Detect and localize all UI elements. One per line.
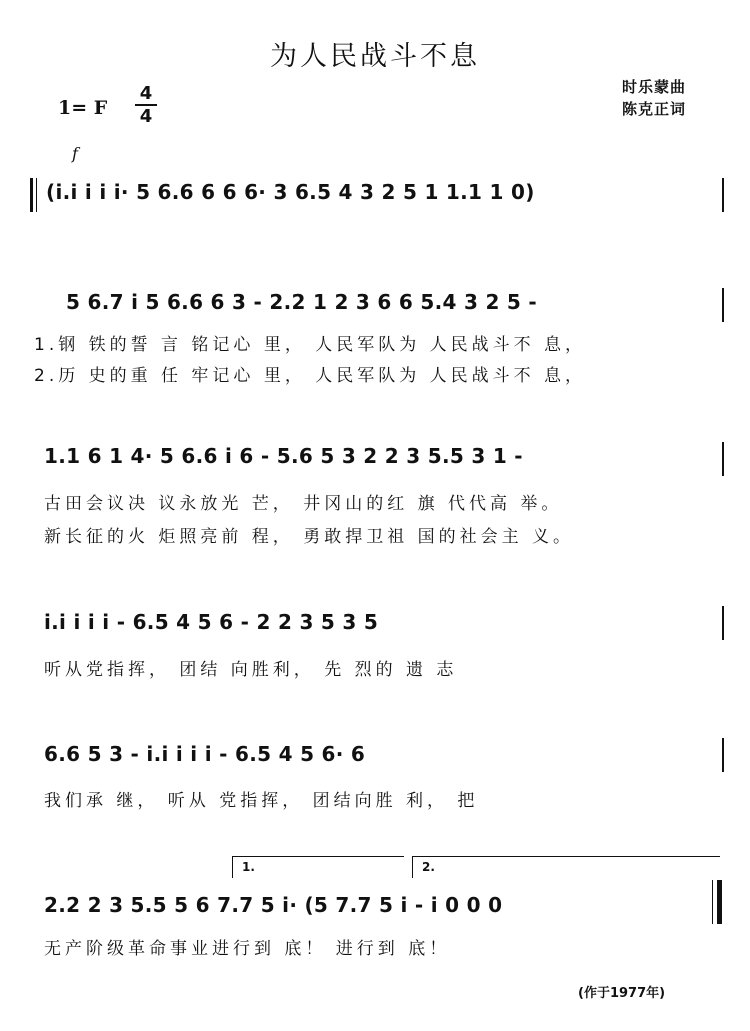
lyrics-row-2-verse-1: 1.钢 铁的誓 言 铭记心 里， 人民军队为 人民战斗不 息，: [34, 335, 587, 355]
lyrics-row-6: 无产阶级革命事业进行到 底！ 进行到 底！: [44, 939, 451, 959]
time-signature: [135, 84, 157, 126]
barline-row-1-end: [722, 178, 724, 212]
notation-row-4: i.i i i i - 6.5 4 5 6 - 2 2 3 5 3 5: [44, 610, 379, 634]
notation-row-5: 6.6 5 3 - i.i i i i - 6.5 4 5 6· 6: [44, 742, 366, 766]
repeat-start-barline: [30, 178, 33, 212]
lyrics-row-3-verse-1: 古田会议决 议永放光 芒， 井冈山的红 旗 代代高 举。: [44, 494, 563, 514]
lyrics-row-5: 我们承 继， 听从 党指挥， 团结向胜 利， 把: [44, 791, 479, 811]
notation-row-3: 1.1 6 1 4· 5 6.6 i 6 - 5.6 5 3 2 2 3 5.5 3 1 -: [44, 444, 523, 468]
first-ending-bracket-start: [232, 856, 233, 878]
lyrics-row-2-verse-2: 2.历 史的重 任 牢记心 里， 人民军队为 人民战斗不 息，: [34, 366, 587, 386]
second-ending-label: 2.: [422, 860, 435, 874]
time-signature-top: 4: [139, 83, 153, 104]
barline-row-4-end: [722, 606, 724, 640]
notation-row-1: (i.i i i i· 5 6.6 6 6 6· 3 6.5 4 3 2 5 1 1.1 1 0): [46, 180, 535, 204]
first-ending-bracket: [232, 856, 404, 857]
lyricist-credit: 陈克正词: [622, 100, 687, 118]
dynamic-marking: f: [72, 144, 78, 163]
lyrics-row-4: 听从党指挥， 团结 向胜利， 先 烈的 遗 志: [44, 660, 458, 680]
repeat-start-thin-barline: [36, 178, 37, 212]
composition-date-note: (作于1977年): [578, 986, 666, 1001]
second-ending-bracket-start: [412, 856, 413, 878]
notation-row-2: 5 6.7 i 5 6.6 6 3 - 2.2 1 2 3 6 6 5.4 3 2 5 -: [66, 290, 537, 314]
barline-row-2-end: [722, 288, 724, 322]
final-thick-barline: [717, 880, 722, 924]
second-ending-bracket: [412, 856, 720, 857]
lyrics-row-3-verse-2: 新长征的火 炬照亮前 程， 勇敢捍卫祖 国的社会主 义。: [44, 527, 575, 547]
barline-row-3-end: [722, 442, 724, 476]
composer-credit: 时乐蒙曲: [622, 78, 687, 96]
song-title: 为人民战斗不息: [270, 41, 480, 72]
barline-row-5-end: [722, 738, 724, 772]
final-thin-barline: [712, 880, 713, 924]
first-ending-label: 1.: [242, 860, 255, 874]
time-signature-bottom: 4: [139, 106, 153, 127]
key-signature: 1= F: [58, 97, 108, 119]
notation-row-6: 2.2 2 3 5.5 5 6 7.7 5 i· (5 7.7 5 i - i 0 0 0: [44, 893, 503, 917]
